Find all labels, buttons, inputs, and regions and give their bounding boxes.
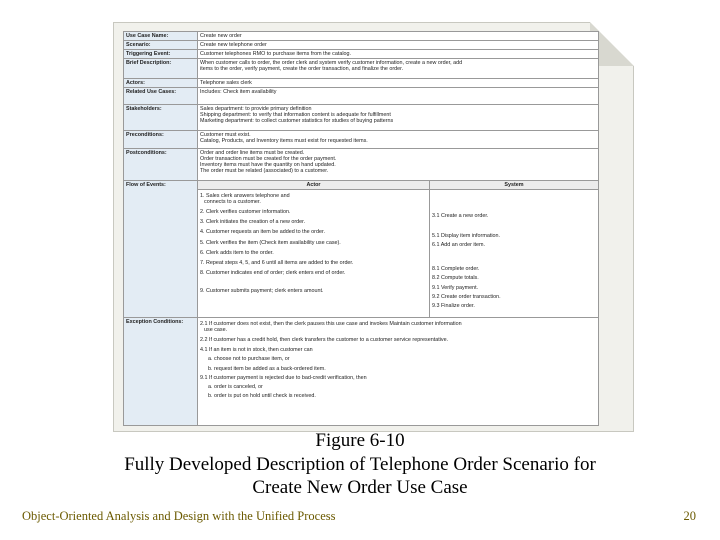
postcondition-line: Inventory items must have the quantity on hand updated. bbox=[200, 162, 336, 168]
actor-step: 9. Customer submits payment; clerk enters amount. bbox=[200, 288, 324, 295]
figure-number: Figure 6-10 bbox=[315, 430, 405, 451]
postcondition-line: Order transaction must be created for the order payment. bbox=[200, 155, 337, 162]
exception-line: 4.1 If an item is not in stock, then customer can bbox=[200, 347, 313, 354]
precondition-line: Customer must exist. bbox=[200, 131, 251, 138]
row-postconditions bbox=[124, 149, 599, 181]
value-related-use-cases: Includes: Check item availability bbox=[198, 88, 599, 105]
row-triggering-event bbox=[124, 50, 599, 59]
actor-step: 8. Customer indicates end of order; clerk enters end of order. bbox=[200, 270, 346, 277]
system-step: 8.1 Complete order. bbox=[432, 266, 480, 273]
system-step: 3.1 Create a new order. bbox=[432, 212, 489, 219]
footer-page-number: 20 bbox=[683, 509, 696, 523]
system-step: 9.3 Finalize order. bbox=[432, 303, 475, 310]
stakeholder-line: Shipping department: to verify that information content is adequate for fulfillment bbox=[200, 111, 391, 118]
system-step: 9.1 Verify payment. bbox=[432, 284, 479, 291]
precondition-line: Catalog, Products, and Inventory items must exist for requested items. bbox=[200, 137, 368, 144]
actor-step: 1. Sales clerk answers telephone and bbox=[200, 192, 290, 199]
label-related-use-cases: Related Use Cases: bbox=[124, 88, 198, 105]
actor-step: 5. Clerk verifies the item (Check item availability use case). bbox=[200, 239, 341, 246]
label-scenario: Scenario: bbox=[124, 41, 198, 50]
brief-description-line: When customer calls to order, the order clerk and system verify customer information, create a new order, add bbox=[200, 59, 463, 66]
label-triggering-event: Triggering Event: bbox=[124, 50, 198, 59]
exception-line: 2.2 If customer has a credit hold, then clerk transfers the customer to a customer service representative. bbox=[200, 337, 449, 343]
exception-line: b. request item be added as a back-ordered item. bbox=[208, 365, 326, 372]
flow-actor-column bbox=[198, 190, 430, 318]
footer-book-title: Object-Oriented Analysis and Design with the Unified Process bbox=[22, 509, 336, 523]
flow-system-header: System bbox=[430, 181, 599, 190]
row-related-use-cases bbox=[124, 88, 599, 105]
row-actors bbox=[124, 79, 599, 88]
row-preconditions bbox=[124, 131, 599, 149]
actor-step: connects to a customer. bbox=[204, 198, 261, 205]
postcondition-line: The order must be related (associated) to a customer. bbox=[200, 168, 329, 175]
label-brief-description: Brief Description: bbox=[124, 59, 198, 79]
use-case-table bbox=[123, 31, 599, 426]
row-flow-header bbox=[124, 181, 599, 190]
exception-line: 9.1 If customer payment is rejected due to bad-credit verification, then bbox=[200, 374, 367, 381]
flow-actor-header: Actor bbox=[198, 181, 430, 190]
label-flow-of-events: Flow of Events: bbox=[124, 181, 198, 318]
row-stakeholders bbox=[124, 105, 599, 131]
value-stakeholders bbox=[198, 105, 599, 131]
postcondition-line: Order and order line items must be created. bbox=[200, 149, 305, 156]
figure-title-line-2: Create New Order Use Case bbox=[252, 477, 468, 498]
value-scenario: Create new telephone order bbox=[198, 41, 599, 50]
actor-step: 4. Customer requests an item be added to the order. bbox=[200, 229, 325, 236]
value-preconditions bbox=[198, 131, 599, 149]
value-brief-description bbox=[198, 59, 599, 79]
value-triggering-event: Customer telephones RMO to purchase items from the catalog. bbox=[198, 50, 599, 59]
row-scenario bbox=[124, 41, 599, 50]
system-step: 6.1 Add an order item. bbox=[432, 242, 486, 248]
stakeholder-line: Marketing department: to collect customer statistics for studies of buying patterns bbox=[200, 118, 394, 124]
label-exception-conditions: Exception Conditions: bbox=[124, 318, 198, 426]
system-step: 8.2 Compute totals. bbox=[432, 275, 479, 282]
actor-step: 7. Repeat steps 4, 5, and 6 until all items are added to the order. bbox=[200, 260, 354, 267]
flow-system-column bbox=[430, 190, 599, 318]
label-preconditions: Preconditions: bbox=[124, 131, 198, 149]
actor-step: 6. Clerk adds item to the order. bbox=[200, 249, 274, 256]
row-brief-description bbox=[124, 59, 599, 79]
label-actors: Actors: bbox=[124, 79, 198, 88]
brief-description-line: items to the order, verify payment, create the order transaction, and finalize the order. bbox=[200, 65, 404, 72]
label-use-case-name: Use Case Name: bbox=[124, 32, 198, 41]
value-postconditions bbox=[198, 149, 599, 181]
system-step: 5.1 Display item information. bbox=[432, 232, 501, 239]
value-use-case-name: Create new order bbox=[198, 32, 599, 41]
value-exception-conditions bbox=[198, 318, 599, 426]
exception-line: 2.1 If customer does not exist, then the clerk pauses this use case and invokes Maintain customer information bbox=[200, 320, 462, 327]
value-actors: Telephone sales clerk bbox=[198, 79, 599, 88]
exception-line: a. order is canceled, or bbox=[208, 384, 263, 391]
actor-step: 2. Clerk verifies customer information. bbox=[200, 209, 291, 215]
figure-title-line-1: Fully Developed Description of Telephone Order Scenario for bbox=[124, 454, 596, 475]
row-use-case-name bbox=[124, 32, 599, 41]
row-exception-conditions bbox=[124, 318, 599, 426]
stakeholder-line: Sales department: to provide primary definition bbox=[200, 105, 312, 112]
system-step: 9.2 Create order transaction. bbox=[432, 293, 501, 300]
label-postconditions: Postconditions: bbox=[124, 149, 198, 181]
label-stakeholders: Stakeholders: bbox=[124, 105, 198, 131]
exception-line: b. order is put on hold until check is received. bbox=[208, 393, 316, 400]
exception-line: a. choose not to purchase item, or bbox=[208, 356, 290, 363]
exception-line: use case. bbox=[204, 326, 228, 333]
actor-step: 3. Clerk initiates the creation of a new order. bbox=[200, 219, 306, 226]
figure-document bbox=[113, 22, 634, 432]
